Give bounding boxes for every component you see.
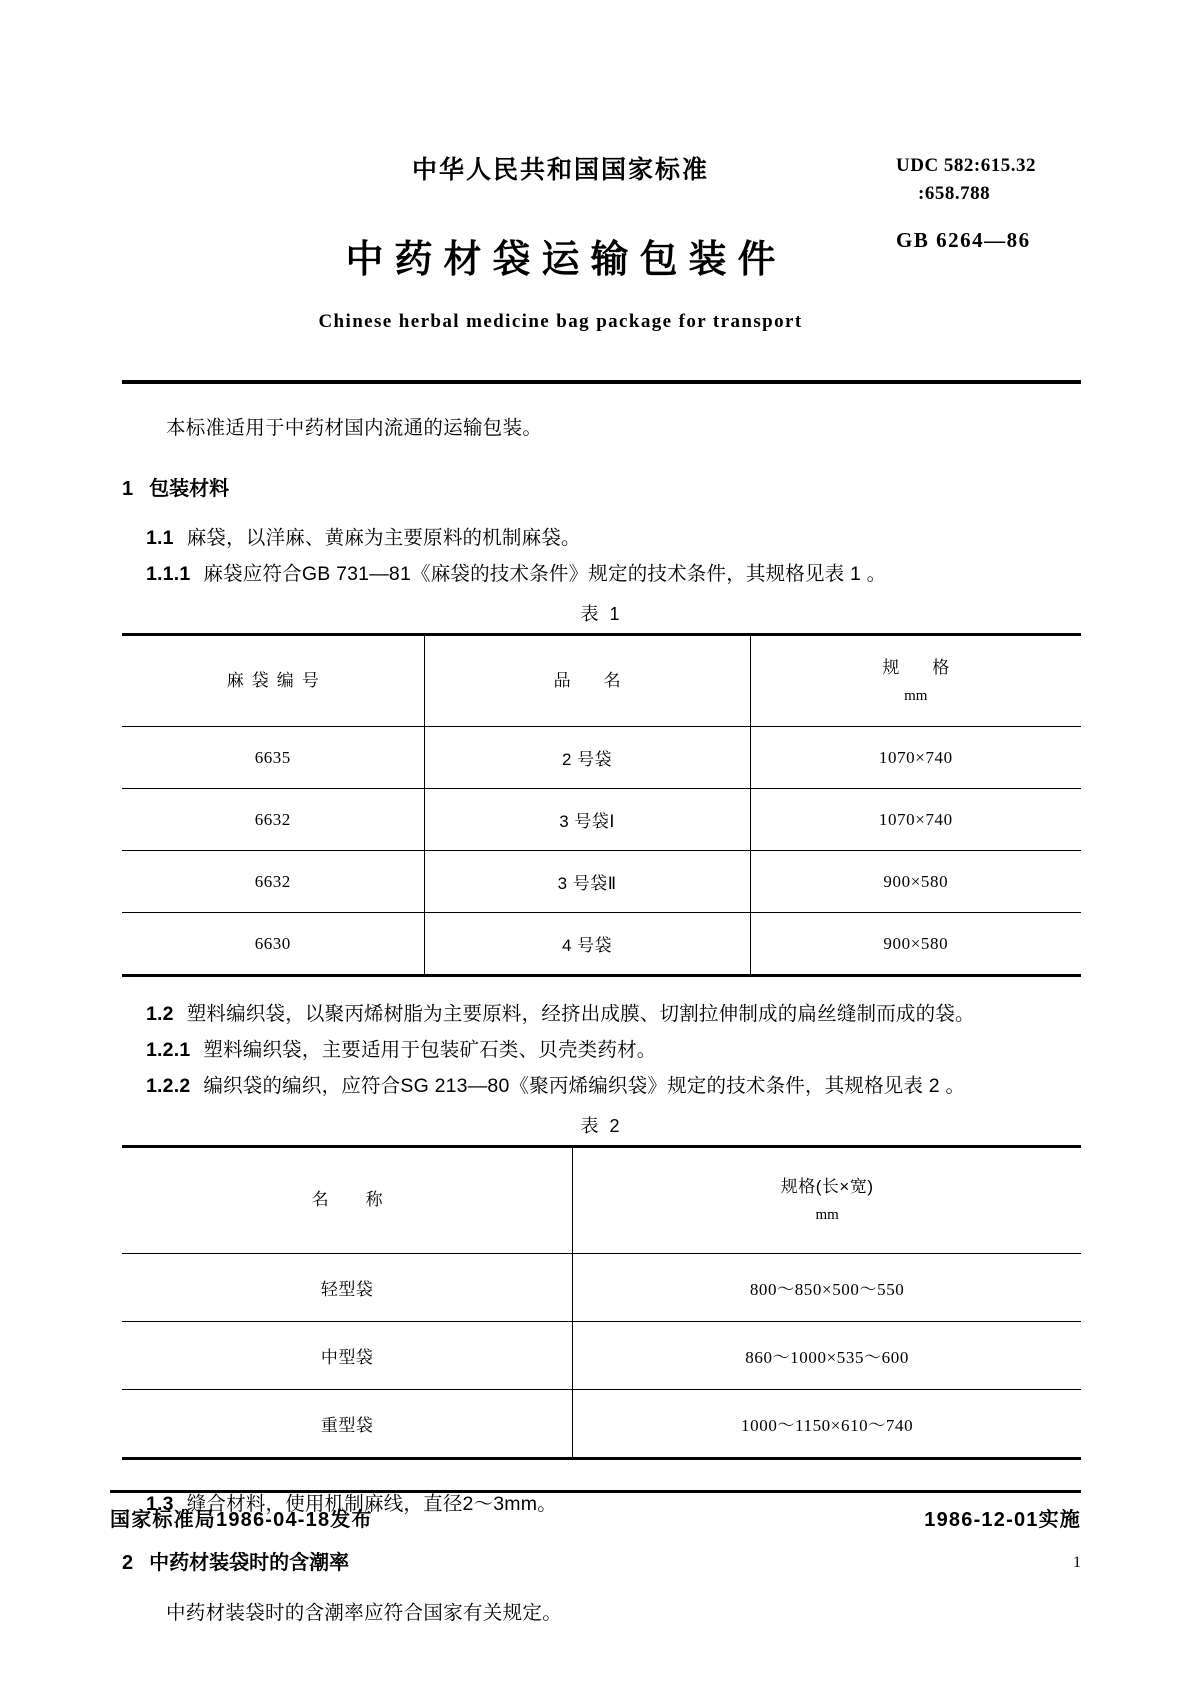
- clause-1-2-2: [122, 1070, 1081, 1098]
- table-2-cell-name: 轻型袋: [122, 1254, 573, 1322]
- table-1-cell-code: 6630: [254, 933, 291, 953]
- table-2-cell-spec: 800～850×500～550: [573, 1254, 1081, 1322]
- table-1-wrapper: [122, 633, 1081, 977]
- footer-issue-date: 国家标准局1986-04-18发布: [110, 1509, 373, 1531]
- table-header-row: [122, 636, 1081, 727]
- footer-effective-date: 1986-12-01实施: [924, 1509, 1081, 1531]
- page-title-english: Chinese herbal medicine bag package for transport: [318, 311, 803, 332]
- table-1-header-code-label: 麻袋编号: [226, 670, 327, 690]
- table-2-header-spec-unit: mm: [815, 1207, 839, 1224]
- clause-1-1-1-number: 1.1.1: [146, 563, 191, 586]
- udc-line-1: UDC 582:615.32: [896, 155, 1036, 176]
- table-2-cell-name: 中型袋: [122, 1322, 573, 1390]
- table-row: [122, 727, 1081, 789]
- table-1-header-name-label: 品 名: [553, 670, 629, 690]
- clause-1-2-text: 塑料编织袋，以聚丙烯树脂为主要原料，经挤出成膜、切割拉伸制成的扁丝缝制而成的袋。: [186, 1003, 975, 1026]
- table-row: [122, 1390, 1081, 1458]
- table-1-header-code: [122, 636, 424, 727]
- clause-1-2-1: [122, 1034, 1081, 1062]
- clause-1-3-number: 1.3: [146, 1493, 174, 1516]
- issuing-body-title: 中华人民共和国国家标准: [411, 156, 709, 184]
- table-row: [122, 851, 1081, 913]
- udc-code: [896, 152, 1081, 207]
- section-2-title: 中药材装袋时的含潮率: [149, 1552, 350, 1575]
- table-row: [122, 1322, 1081, 1390]
- table-1-cell-name: 3 号袋Ⅰ: [424, 789, 750, 851]
- table-2-caption: 表 2: [580, 1116, 623, 1137]
- table-1-cell-spec: 900×580: [750, 913, 1081, 975]
- document-body: [122, 414, 1081, 1629]
- table-1-cell-spec: 1070×740: [750, 727, 1081, 789]
- table-2-wrapper: [122, 1145, 1081, 1460]
- clause-1-2-2-number: 1.2.2: [146, 1075, 191, 1098]
- table-1-header-name: [424, 636, 750, 727]
- clause-1-2-2-text: 编织袋的编织，应符合SG 213—80《聚丙烯编织袋》规定的技术条件，其规格见表 2 。: [203, 1075, 966, 1098]
- table-1-cell-spec: 900×580: [750, 851, 1081, 913]
- table-2-cell-spec: 860～1000×535～600: [573, 1322, 1081, 1390]
- table-2-header-name-label: 名 称: [311, 1190, 393, 1210]
- table-1-header-spec-unit: mm: [904, 687, 928, 704]
- table-row: [122, 913, 1081, 975]
- table-row: [122, 1254, 1081, 1322]
- page-title: 中药材袋运输包装件: [345, 239, 787, 281]
- section-1-title: 包装材料: [149, 478, 230, 501]
- clause-1-2-number: 1.2: [146, 1003, 174, 1026]
- clause-1-1-1-text: 麻袋应符合GB 731—81《麻袋的技术条件》规定的技术条件，其规格见表 1 。: [203, 563, 887, 586]
- table-1-caption: 表 1: [580, 604, 623, 625]
- document-header: [110, 0, 1081, 333]
- section-1-heading: [122, 472, 1081, 501]
- clause-1-2: [122, 998, 1081, 1026]
- table-1-cell-name: 4 号袋: [424, 913, 750, 975]
- table-2-header-spec: [573, 1148, 1081, 1254]
- footer-divider: [110, 1490, 1081, 1493]
- clause-1-1-1: [122, 558, 1081, 586]
- table-2-cell-spec: 1000～1150×610～740: [573, 1390, 1081, 1458]
- table-2: [122, 1148, 1081, 1457]
- udc-line-2: :658.788: [918, 182, 991, 204]
- section-2-paragraph: 中药材装袋时的含潮率应符合国家有关规定。: [166, 1602, 563, 1625]
- section-2-number: 2: [122, 1552, 134, 1575]
- standard-number: GB 6264—86: [896, 228, 1031, 252]
- table-1-cell-spec: 1070×740: [750, 789, 1081, 851]
- table-2-header-spec-label: 规格(长×宽): [780, 1177, 874, 1197]
- table-1-header-spec-label: 规 格: [882, 657, 958, 677]
- clause-1-2-1-number: 1.2.1: [146, 1039, 191, 1062]
- footer-row: [110, 1503, 1081, 1532]
- clause-1-2-1-text: 塑料编织袋，主要适用于包装矿石类、贝壳类药材。: [203, 1039, 657, 1062]
- table-header-row: [122, 1148, 1081, 1254]
- table-1-header-spec: [750, 636, 1081, 727]
- table-2-header-name: [122, 1148, 573, 1254]
- table-1-cell-code: 6635: [122, 727, 424, 789]
- table-row: [122, 789, 1081, 851]
- clause-1-1-text: 麻袋，以洋麻、黄麻为主要原料的机制麻袋。: [186, 527, 581, 550]
- table-1-cell-name: 3 号袋Ⅱ: [424, 851, 750, 913]
- page-number: 1: [1073, 1554, 1081, 1571]
- clause-1-1-number: 1.1: [146, 527, 174, 550]
- clause-1-1: [122, 522, 1081, 550]
- document-footer: [110, 1470, 1081, 1575]
- clause-1-3-text: 缝合材料，使用机制麻线，直径2～3mm。: [186, 1493, 557, 1516]
- table-2-cell-name: 重型袋: [320, 1416, 374, 1436]
- section-1-number: 1: [122, 478, 134, 501]
- header-divider: [122, 380, 1081, 384]
- table-1-cell-code: 6632: [122, 851, 424, 913]
- table-1: [122, 636, 1081, 974]
- scope-paragraph: 本标准适用于中药材国内流通的运输包装。: [166, 417, 543, 439]
- table-1-cell-code: 6632: [122, 789, 424, 851]
- table-1-cell-name: 2 号袋: [424, 727, 750, 789]
